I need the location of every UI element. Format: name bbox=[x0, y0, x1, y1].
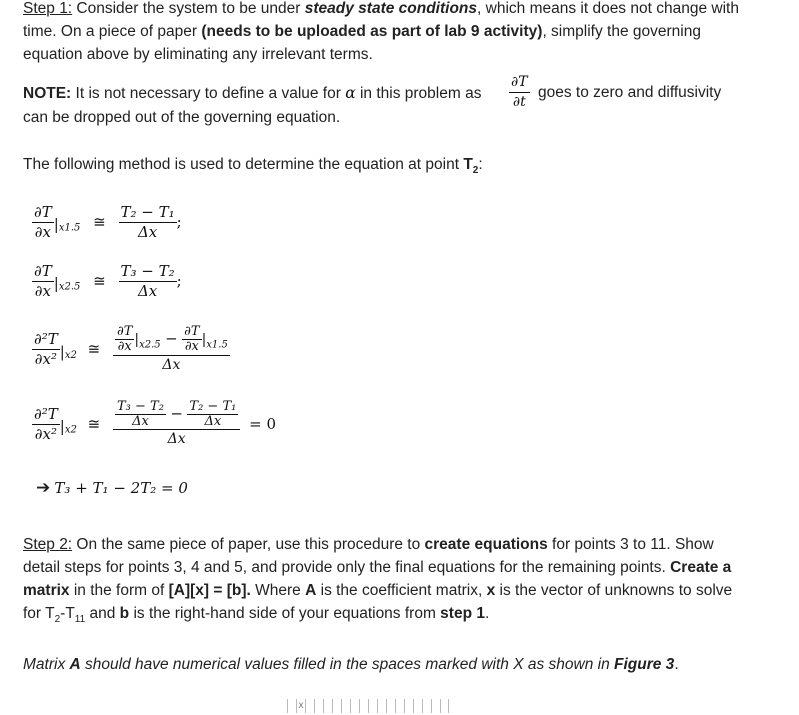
matrix-cell bbox=[404, 699, 413, 713]
step2-label: Step 2: bbox=[23, 536, 73, 553]
matrix-cell bbox=[386, 699, 395, 713]
matrix-cell bbox=[422, 699, 431, 713]
matrix-cell bbox=[323, 699, 332, 713]
equation-1: $\frac{\partial T}{\partial x}$ $|_{x1.5}$ ≅ $\frac{\text{T₂ − T₁}}{\Delta x}$ ; bbox=[34, 203, 182, 241]
note-label: NOTE: bbox=[23, 85, 72, 102]
note-paragraph: NOTE: It is not necessary to define a value for α in this problem as $\frac{\partial T}{\partial t}$ goes to zero and diffusivity can be dropped out of the governing equation. bbox=[23, 74, 722, 126]
equation-3: $\frac{\text{∂²T}}{\text{∂x²}}$ $|_{x2}$ ≅ $\frac{\partial T}{\partial x}$ $|_{x2.5}$ − $\frac{\partial T}{\partial x}$ $|_{x1.5}$ Δx bbox=[34, 324, 228, 373]
matrix-cell bbox=[350, 699, 359, 713]
matrix-cell bbox=[413, 699, 422, 713]
matrix-cell bbox=[314, 699, 323, 713]
figure-3-matrix-preview bbox=[287, 699, 449, 713]
matrix-cell bbox=[305, 699, 314, 713]
matrix-cell bbox=[431, 699, 440, 713]
matrix-note: Matrix A should have numerical values filled in the spaces marked with X as shown in Figure 3. bbox=[23, 656, 679, 673]
matrix-cell bbox=[395, 699, 404, 713]
matrix-cell bbox=[287, 699, 296, 713]
step1-paragraph: Step 1: Consider the system to be under steady state conditions, which means it does not change with time. On a piece of paper (needs to be uploaded as part of lab 9 activity), simplify the governing equation above by eliminating any irrelevant terms. bbox=[23, 0, 739, 63]
note-dt-fraction: $\frac{\partial T}{\partial t}$ bbox=[511, 74, 528, 110]
step2-paragraph: Step 2: On the same piece of paper, use this procedure to create equations for points 3 to 11. Show detail steps for points 3, 4 and 5, and provide only the final equations for the remaining points. Create a matrix in the form of [A][x] = [b]. Where A is the coefficient matrix, x is the vector of unknowns to solve for $T_2-T_{11}$ and b is the right-hand side of your equations from step 1. bbox=[23, 536, 733, 625]
step1-label: Step 1: bbox=[23, 0, 73, 17]
matrix-cell bbox=[359, 699, 368, 713]
method-line: The following method is used to determine the equation at point $T_2$: bbox=[23, 156, 483, 176]
matrix-cell bbox=[377, 699, 386, 713]
equation-2: $\frac{\partial T}{\partial x}$ $|_{x2.5}$ ≅ $\frac{\text{T₃ − T₂}}{\Delta x}$ ; bbox=[34, 262, 182, 300]
equation-4: $\frac{\text{∂²T}}{\text{∂x²}}$ $|_{x2}$ ≅ $\frac{\text{T₃ − T₂}}{\Delta x}$ − $\frac{\text{T₂ − T₁}}{\Delta x}$ Δx = 0 bbox=[34, 399, 276, 447]
matrix-cell bbox=[368, 699, 377, 713]
matrix-cell bbox=[332, 699, 341, 713]
matrix-cell-x: x bbox=[296, 699, 305, 713]
result-equation: ➔ T₃ + T₁ − 2T₂ = 0 bbox=[36, 478, 188, 498]
matrix-cell bbox=[341, 699, 350, 713]
matrix-cell bbox=[440, 699, 449, 713]
arrow-right-icon: ➔ bbox=[36, 478, 51, 498]
